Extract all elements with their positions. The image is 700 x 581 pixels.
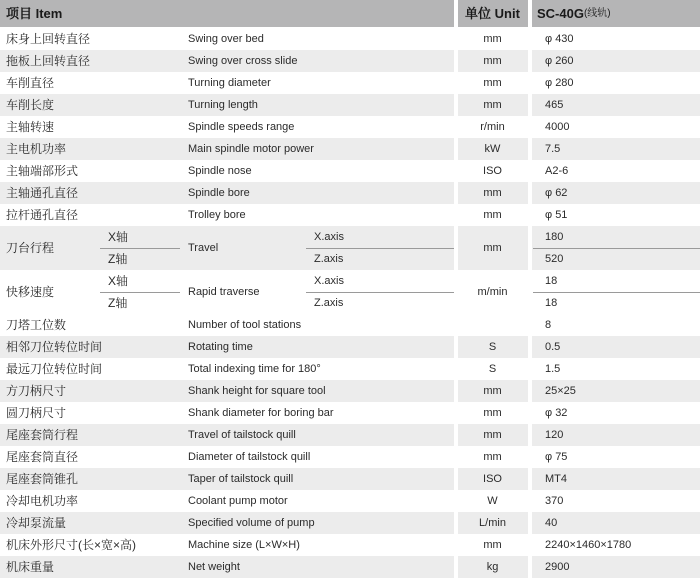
spec-value: 4000 — [545, 120, 570, 133]
spec-label-en: Net weight — [188, 560, 240, 573]
spec-unit: mm — [483, 406, 502, 419]
spec-unit: W — [487, 494, 498, 507]
spec-label-zh: 尾座套筒锥孔 — [6, 472, 79, 486]
rapid-z-value: 18 — [545, 296, 558, 309]
spec-row — [0, 358, 700, 380]
spec-label-zh: 刀塔工位数 — [6, 318, 67, 332]
spec-row — [0, 380, 700, 402]
spec-label-en: Machine size (L×W×H) — [188, 538, 300, 551]
header-unit: 单位 Unit — [456, 0, 529, 27]
rapid-axis-divider — [306, 292, 456, 293]
spec-label-zh: 主轴通孔直径 — [6, 186, 79, 200]
spec-value: 7.5 — [545, 142, 561, 155]
spec-label-zh: 床身上回转直径 — [6, 32, 91, 46]
spec-label-zh: 车削直径 — [6, 76, 55, 90]
spec-unit: r/min — [480, 120, 505, 133]
model-suffix: (线轨) — [583, 7, 611, 19]
rapid-value-divider — [533, 292, 700, 293]
spec-unit: mm — [483, 98, 502, 111]
spec-label-en: Taper of tailstock quill — [188, 472, 294, 485]
rapid-en: Rapid traverse — [188, 285, 260, 298]
spec-unit: ISO — [483, 472, 502, 485]
column-separator — [528, 0, 532, 581]
spec-row — [0, 512, 700, 534]
spec-label-en: Travel of tailstock quill — [188, 428, 296, 441]
travel-x-axis: X.axis — [314, 230, 344, 243]
spec-label-en: Spindle nose — [188, 164, 252, 177]
spec-label-en: Specified volume of pump — [188, 516, 315, 529]
spec-label-zh: 拖板上回转直径 — [6, 54, 91, 68]
spec-label-zh: 圆刀柄尺寸 — [6, 406, 67, 420]
spec-label-en: Swing over cross slide — [188, 54, 298, 67]
spec-row — [0, 204, 700, 226]
spec-label-en: Total indexing time for 180° — [188, 362, 321, 375]
spec-value: φ 75 — [545, 450, 568, 463]
spec-row — [0, 160, 700, 182]
spec-unit: kW — [484, 142, 501, 155]
spec-value: 370 — [545, 494, 564, 507]
spec-unit: L/min — [479, 516, 506, 529]
spec-value: φ 260 — [545, 54, 574, 67]
spec-label-zh: 冷却泵流量 — [6, 516, 67, 530]
spec-value: 1.5 — [545, 362, 561, 375]
travel-value-divider — [533, 248, 700, 249]
travel-z-value: 520 — [545, 252, 564, 265]
spec-unit: S — [488, 340, 497, 353]
spec-label-en: Shank diameter for boring bar — [188, 406, 334, 419]
spec-label-en: Turning diameter — [188, 76, 271, 89]
column-separator — [454, 0, 458, 581]
spec-row — [0, 116, 700, 138]
spec-row — [0, 446, 700, 468]
spec-unit: S — [488, 362, 497, 375]
spec-row — [0, 182, 700, 204]
rapid-x-label: X轴 — [108, 274, 129, 288]
spec-unit: mm — [483, 208, 502, 221]
rapid-divider — [100, 292, 180, 293]
spec-value: 40 — [545, 516, 558, 529]
spec-value: 0.5 — [545, 340, 561, 353]
spec-unit: mm — [483, 76, 502, 89]
spec-label-zh: 拉杆通孔直径 — [6, 208, 79, 222]
spec-row — [0, 138, 700, 160]
spec-value: φ 430 — [545, 32, 574, 45]
spec-value: 2900 — [545, 560, 570, 573]
spec-label-en: Rotating time — [188, 340, 253, 353]
spec-row — [0, 468, 700, 490]
spec-row — [0, 556, 700, 578]
rapid-x-value: 18 — [545, 274, 558, 287]
spec-value: φ 32 — [545, 406, 568, 419]
spec-label-zh: 尾座套筒行程 — [6, 428, 79, 442]
spec-label-en: Spindle speeds range — [188, 120, 295, 133]
spec-unit — [456, 314, 529, 336]
rapid-z-axis: Z.axis — [314, 296, 344, 309]
spec-value: φ 280 — [545, 76, 574, 89]
rapid-z-label: Z轴 — [108, 296, 128, 310]
spec-unit: mm — [483, 428, 502, 441]
spec-value: A2-6 — [545, 164, 569, 177]
spec-value: φ 51 — [545, 208, 568, 221]
spec-label-zh: 冷却电机功率 — [6, 494, 79, 508]
spec-row — [0, 314, 700, 336]
spec-label-zh: 机床外形尺寸(长×宽×高) — [6, 538, 137, 552]
spec-label-en: Coolant pump motor — [188, 494, 288, 507]
travel-axis-divider — [306, 248, 456, 249]
spec-label-en: Spindle bore — [188, 186, 250, 199]
rapid-unit: m/min — [477, 285, 508, 298]
spec-row — [0, 534, 700, 556]
spec-value: 25×25 — [545, 384, 576, 397]
spec-unit: mm — [483, 450, 502, 463]
spec-row — [0, 490, 700, 512]
spec-unit: mm — [483, 384, 502, 397]
spec-label-zh: 车削长度 — [6, 98, 55, 112]
spec-row — [0, 72, 700, 94]
spec-row — [0, 28, 700, 50]
spec-unit: mm — [483, 54, 502, 67]
travel-z-axis: Z.axis — [314, 252, 344, 265]
spec-label-zh: 主轴转速 — [6, 120, 55, 134]
spec-value: 2240×1460×1780 — [545, 538, 632, 551]
spec-label-zh: 主轴端部形式 — [6, 164, 79, 178]
header-model — [529, 0, 700, 27]
travel-unit: mm — [483, 241, 502, 254]
spec-label-zh: 尾座套筒直径 — [6, 450, 79, 464]
spec-value: 465 — [545, 98, 564, 111]
spec-label-zh: 方刀柄尺寸 — [6, 384, 67, 398]
travel-en: Travel — [188, 241, 219, 254]
travel-zh: 刀台行程 — [6, 241, 55, 255]
spec-label-en: Trolley bore — [188, 208, 246, 221]
spec-unit: kg — [486, 560, 499, 573]
spec-label-en: Number of tool stations — [188, 318, 302, 331]
spec-label-zh: 相邻刀位转位时间 — [6, 340, 103, 354]
spec-row — [0, 336, 700, 358]
rapid-x-axis: X.axis — [314, 274, 344, 287]
travel-x-label: X轴 — [108, 230, 129, 244]
spec-label-zh: 主电机功率 — [6, 142, 67, 156]
spec-label-en: Shank height for square tool — [188, 384, 326, 397]
spec-unit: ISO — [483, 164, 502, 177]
spec-row — [0, 424, 700, 446]
spec-label-en: Swing over bed — [188, 32, 264, 45]
travel-x-value: 180 — [545, 230, 564, 243]
model-name: SC-40G — [537, 6, 584, 21]
spec-unit: mm — [483, 186, 502, 199]
spec-row — [0, 50, 700, 72]
spec-unit: mm — [483, 32, 502, 45]
header-item: 项目 Item — [0, 0, 456, 27]
spec-value: 8 — [545, 318, 552, 331]
spec-label-zh: 机床重量 — [6, 560, 55, 574]
spec-label-en: Turning length — [188, 98, 258, 111]
travel-z-label: Z轴 — [108, 252, 128, 266]
spec-label-en: Main spindle motor power — [188, 142, 314, 155]
spec-value: MT4 — [545, 472, 567, 485]
spec-value: φ 62 — [545, 186, 568, 199]
spec-label-en: Diameter of tailstock quill — [188, 450, 311, 463]
spec-value: 120 — [545, 428, 564, 441]
spec-row — [0, 402, 700, 424]
spec-row — [0, 94, 700, 116]
spec-unit: mm — [483, 538, 502, 551]
rapid-zh: 快移速度 — [6, 285, 55, 299]
spec-label-zh: 最远刀位转位时间 — [6, 362, 103, 376]
travel-divider — [100, 248, 180, 249]
